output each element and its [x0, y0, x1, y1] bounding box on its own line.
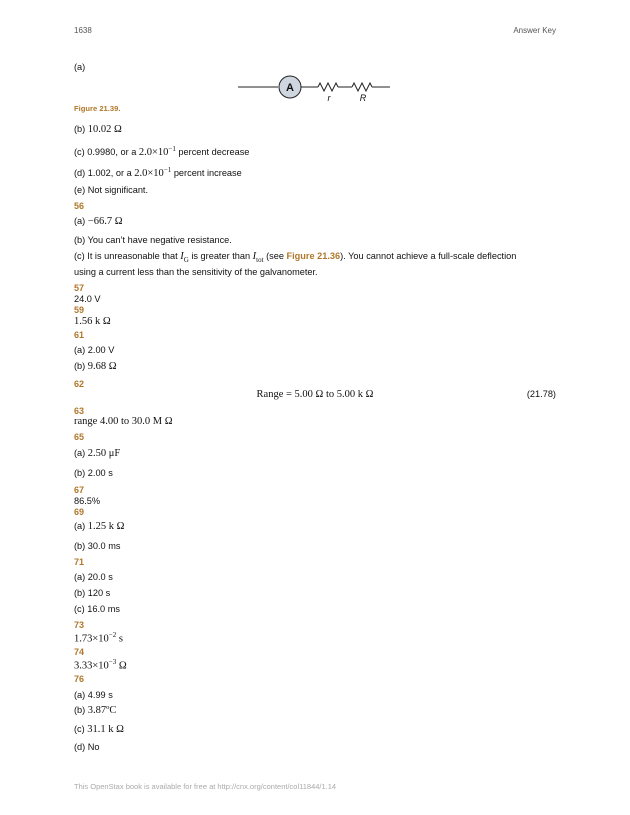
answer-74: $3.33\times 10^{-3}$ Ω: [74, 658, 127, 672]
figure-link[interactable]: Figure 21.36: [286, 251, 341, 261]
problem-number-63: 63: [74, 406, 85, 416]
problem-number-73: 73: [74, 620, 85, 630]
answer-69a: (a) 1.25 k Ω: [74, 521, 125, 532]
figure-part-label: (a): [74, 62, 86, 72]
footer-attribution: This OpenStax book is available for free at http://cnx.org/content/col11844/1.14: [74, 782, 337, 791]
answer-56c-continued: using a current less than the sensitivity of the galvanometer.: [74, 267, 318, 277]
answer-65b: (b) 2.00 s: [74, 468, 113, 478]
answer-73: $1.73\times 10^{-2}$ s: [74, 631, 123, 645]
answer-57: 24.0 V: [74, 294, 101, 304]
answer-56c: (c) It is unreasonable that $I_G$ is greater than $I_{tot}$ (see Figure 21.36). You cannot achieve a full-scale deflection: [74, 251, 517, 264]
circuit-diagram: [238, 74, 398, 104]
answer-e: (e) Not significant.: [74, 185, 149, 195]
answer-61b: (b) 9.68 Ω: [74, 361, 117, 372]
equation-body: Range = 5.00 Ω to 5.00 k Ω: [256, 389, 374, 400]
page-number: 1638: [74, 26, 92, 35]
problem-number-67: 67: [74, 485, 85, 495]
problem-number-71: 71: [74, 557, 85, 567]
problem-number-69: 69: [74, 507, 85, 517]
answer-71b: (b) 120 s: [74, 588, 111, 598]
answer-65a: (a) 2.50 μF: [74, 448, 121, 459]
answer-76c: (c) 31.1 k Ω: [74, 724, 124, 735]
problem-number-76: 76: [74, 674, 85, 684]
answer-76d: (d) No: [74, 742, 100, 752]
answer-63: range 4.00 to 30.0 M Ω: [74, 416, 173, 427]
equation-21-78: [74, 389, 556, 403]
answer-76a: (a) 4.99 s: [74, 690, 113, 700]
answer-59: 1.56 k Ω: [74, 316, 111, 327]
problem-number-74: 74: [74, 647, 85, 657]
answer-71c: (c) 16.0 ms: [74, 604, 120, 614]
answer-69b: (b) 30.0 ms: [74, 541, 121, 551]
resistor-R-label: R: [359, 93, 367, 103]
answer-61a: (a) 2.00 V: [74, 345, 115, 355]
answer-c: (c) 0.9980, or a $2.0\times 10^{-1}$ percent decrease: [74, 145, 250, 159]
answer-d: (d) 1.002, or a $2.0\times 10^{-1}$ percent increase: [74, 166, 242, 180]
problem-number-61: 61: [74, 330, 85, 340]
answer-67: 86.5%: [74, 496, 101, 506]
resistor-R: [352, 83, 372, 91]
answer-76b: (b) 3.87ºC: [74, 705, 117, 716]
answer-56b: (b) You can’t have negative resistance.: [74, 235, 232, 245]
equation-number: (21.78): [526, 389, 556, 399]
ammeter-label: A: [286, 82, 294, 94]
section-title: Answer Key: [513, 26, 556, 35]
figure-caption: Figure 21.39.: [74, 104, 121, 113]
problem-number-62: 62: [74, 379, 85, 389]
answer-b: (b) 10.02 Ω: [74, 124, 122, 135]
problem-number-59: 59: [74, 305, 85, 315]
resistor-r-label: r: [327, 93, 331, 103]
answer-56a: (a) −66.7 Ω: [74, 216, 123, 227]
problem-number-56: 56: [74, 201, 85, 211]
problem-number-57: 57: [74, 283, 85, 293]
answer-71a: (a) 20.0 s: [74, 572, 113, 582]
problem-number-65: 65: [74, 432, 85, 442]
resistor-r: [318, 83, 338, 91]
